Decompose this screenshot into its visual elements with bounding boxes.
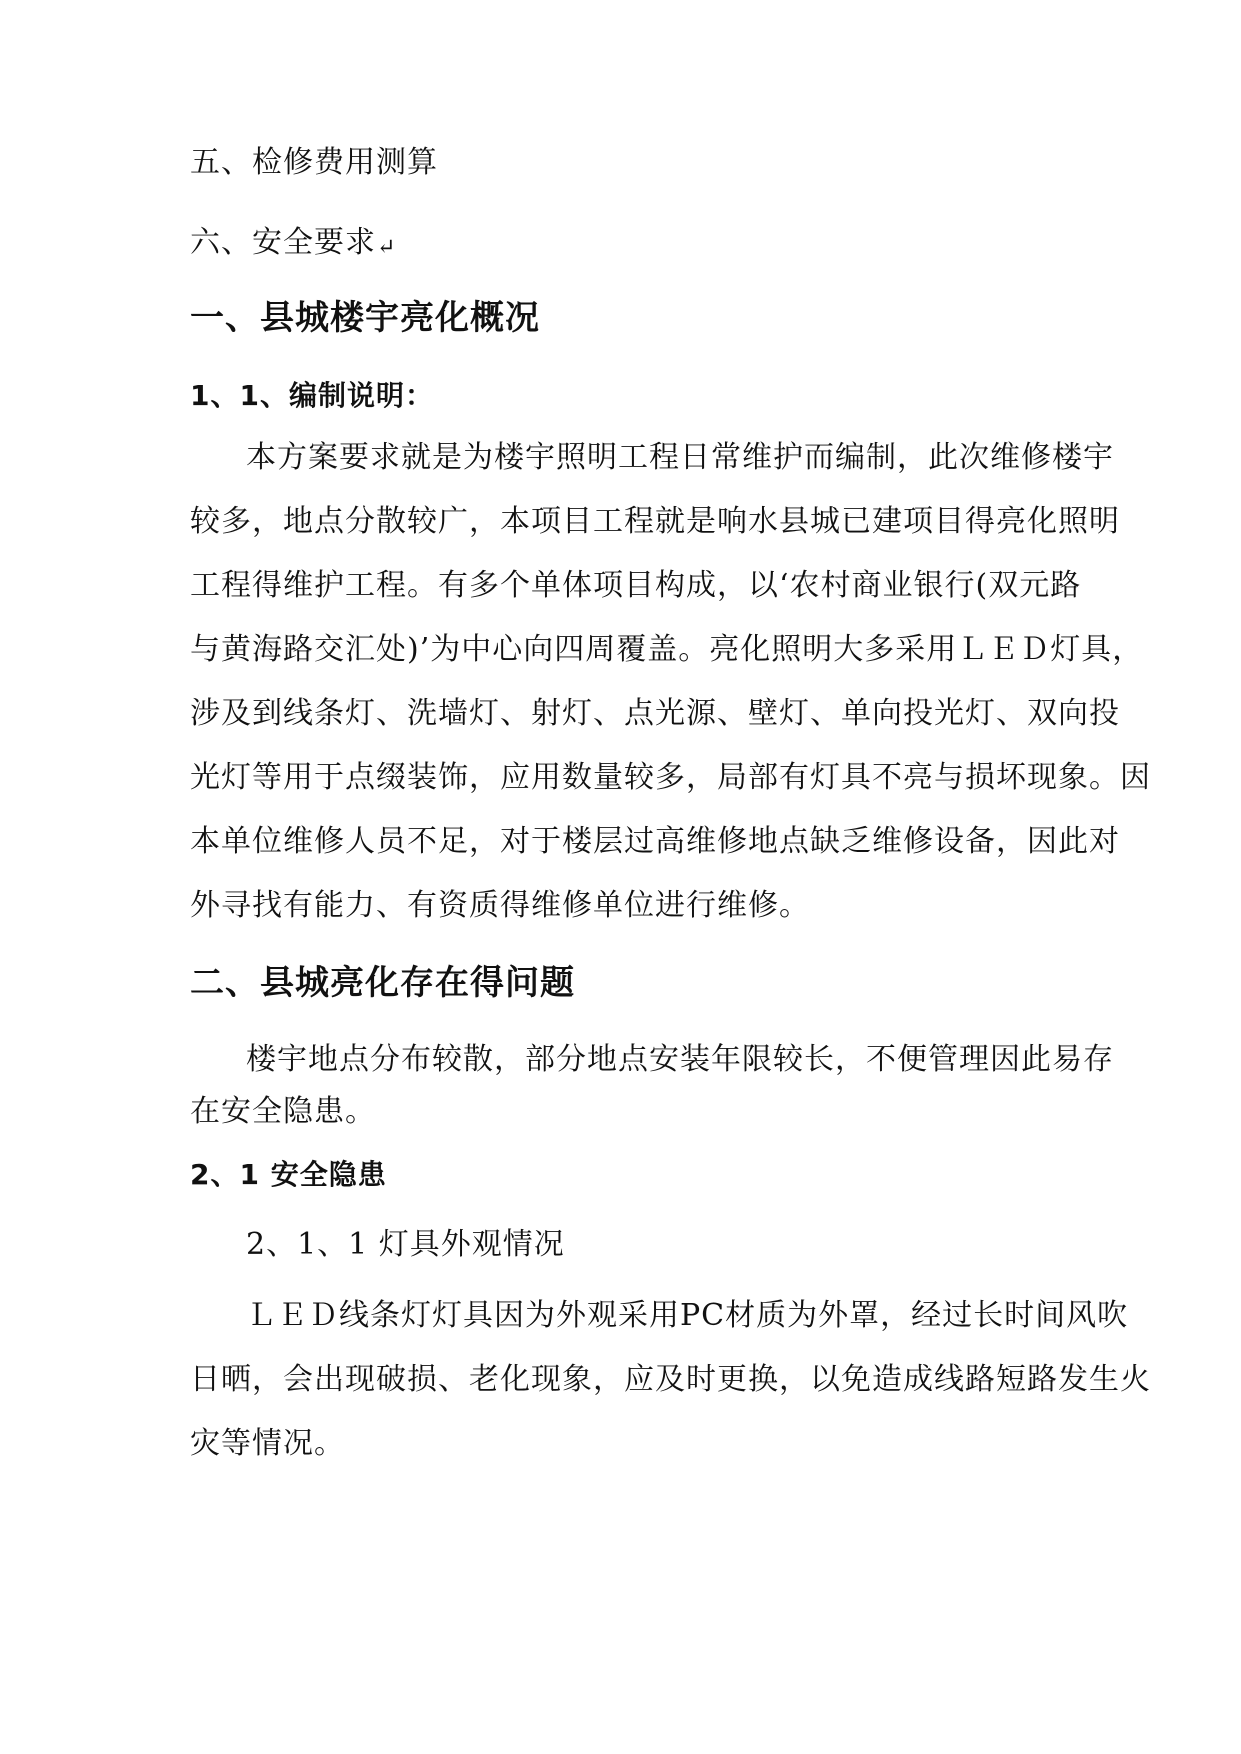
section-2-heading: 二、县城亮化存在得问题 <box>190 963 575 1003</box>
section-2-detail-line-2: 日晒，会出现破损、老化现象，应及时更换，以免造成线路短路发生火 <box>190 1362 1151 1397</box>
section-1-paragraph-line-8: 外寻找有能力、有资质得维修单位进行维修。 <box>190 888 810 923</box>
section-1-paragraph-line-4: 与黄海路交汇处)’为中心向四周覆盖。亮化照明大多采用ＬＥＤ灯具， <box>190 632 1144 667</box>
section-1-1-heading: 1、1、编制说明： <box>190 379 434 412</box>
section-1-paragraph-line-1: 本方案要求就是为楼宇照明工程日常维护而编制，此次维修楼宇 <box>246 440 1114 475</box>
section-1-paragraph-line-6: 光灯等用于点缀装饰，应用数量较多，局部有灯具不亮与损坏现象。因 <box>190 760 1151 795</box>
section-2-1-1-heading: 2、1、1 灯具外观情况 <box>246 1227 565 1262</box>
section-1-paragraph-line-7: 本单位维修人员不足，对于楼层过高维修地点缺乏维修设备，因此对 <box>190 824 1120 859</box>
section-1-heading: 一、县城楼宇亮化概况 <box>190 298 540 338</box>
toc-item-6 <box>190 223 396 266</box>
paragraph-mark-icon: ↵ <box>377 235 397 260</box>
section-2-1-heading: 2、1 安全隐患 <box>190 1158 387 1191</box>
section-1-paragraph-line-5: 涉及到线条灯、洗墙灯、射灯、点光源、壁灯、单向投光灯、双向投 <box>190 696 1120 731</box>
section-1-paragraph-line-2: 较多，地点分散较广，本项目工程就是响水县城已建项目得亮化照明 <box>190 504 1120 539</box>
section-2-paragraph-line-2: 在安全隐患。 <box>190 1094 376 1129</box>
section-2-detail-line-3: 灾等情况。 <box>190 1426 345 1461</box>
toc-item-5: 五、检修费用测算 <box>190 145 438 180</box>
section-2-detail-line-1: ＬＥＤ线条灯灯具因为外观采用PC材质为外罩，经过长时间风吹 <box>246 1298 1129 1333</box>
toc-item-6-text: 六、安全要求 <box>190 225 376 260</box>
section-2-paragraph-line-1: 楼宇地点分布较散，部分地点安装年限较长，不便管理因此易存 <box>246 1042 1114 1077</box>
section-1-paragraph-line-3: 工程得维护工程。有多个单体项目构成，以‘农村商业银行(双元路 <box>190 568 1082 603</box>
